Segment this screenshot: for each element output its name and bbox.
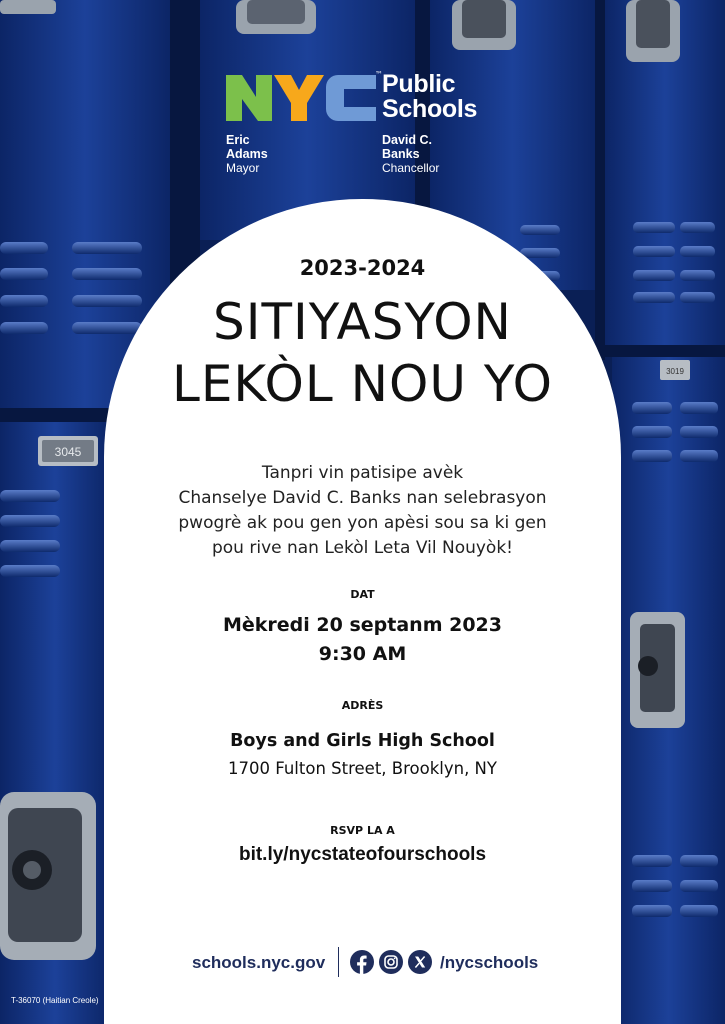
address-label: ADRÈS: [341, 699, 384, 712]
invitation-text: [104, 461, 621, 561]
locker-number-3019: 3019: [666, 367, 684, 376]
chancellor-title: Chancellor: [382, 161, 440, 175]
rsvp-label: RSVP LA A: [330, 824, 395, 837]
document-code: T-36070 (Haitian Creole): [11, 996, 99, 1005]
event-title: [104, 291, 621, 415]
wordmark-public: Public: [382, 70, 456, 98]
intro-line: Tanpri vin patisipe avèk: [261, 463, 464, 483]
venue-name: Boys and Girls High School: [230, 731, 495, 751]
logo-letter-c: [326, 75, 376, 121]
public-schools-wordmark: [382, 72, 477, 122]
mayor-name: Eric Adams: [226, 133, 268, 161]
facebook-icon[interactable]: [350, 950, 374, 974]
chancellor-name: David C. Banks: [382, 133, 433, 161]
trademark: ™: [375, 70, 383, 79]
nyc-logo-mark: [226, 72, 376, 124]
intro-line: pwogrè ak pou gen yon apèsi sou sa ki gen: [178, 513, 547, 533]
event-time: 9:30 AM: [318, 643, 407, 665]
logo-letter-n: [226, 75, 272, 121]
event-card: [104, 199, 621, 1024]
instagram-icon[interactable]: [379, 950, 403, 974]
footer-divider: [338, 947, 339, 977]
intro-line: Chanselye David C. Banks nan selebrasyon: [178, 488, 547, 508]
chancellor-credit: [382, 133, 439, 175]
date-label: DAT: [350, 588, 375, 601]
event-date: Mèkredi 20 septanm 2023: [223, 614, 502, 636]
rsvp-link[interactable]: bit.ly/nycstateofourschools: [238, 844, 487, 865]
locker-number-3045: 3045: [54, 445, 82, 459]
social-handle[interactable]: /nycschools: [440, 953, 539, 972]
website-link[interactable]: schools.nyc.gov: [192, 953, 326, 972]
logo-letter-y: [274, 75, 324, 121]
venue-address: 1700 Fulton Street, Brooklyn, NY: [228, 759, 497, 778]
wordmark-schools: Schools: [382, 95, 478, 123]
footer: [104, 945, 621, 981]
intro-line: pou rive nan Lekòl Leta Vil Nouyòk!: [211, 538, 513, 558]
title-line-2: LEKÒL NOU YO: [171, 355, 554, 413]
x-icon[interactable]: [408, 950, 432, 974]
title-line-1: SITIYASYON: [213, 293, 512, 351]
mayor-credit: [226, 133, 268, 175]
mayor-title: Mayor: [226, 161, 260, 175]
school-year: 2023-2024: [299, 256, 426, 280]
